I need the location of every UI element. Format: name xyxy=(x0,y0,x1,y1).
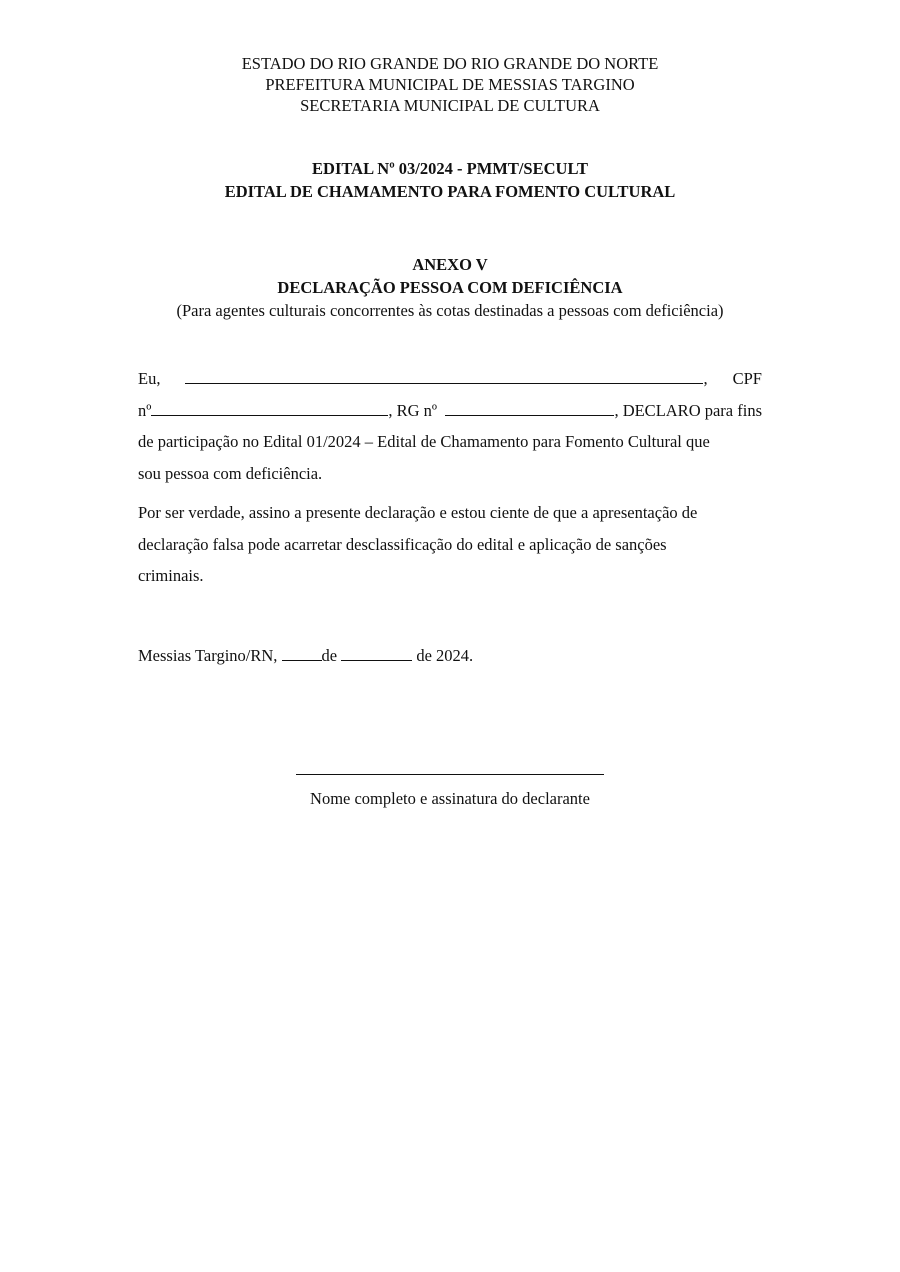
declaration-declaro: , DECLARO para fins xyxy=(614,400,762,420)
date-place: Messias Targino/RN, xyxy=(138,646,278,665)
edital-title: EDITAL DE CHAMAMENTO PARA FOMENTO CULTURAL xyxy=(224,182,676,201)
cpf-blank-group xyxy=(138,395,437,427)
declaration-line-3: de participação no Edital 01/2024 – Edital de Chamamento para Fomento Cultural que xyxy=(138,432,710,451)
annex-title: DECLARAÇÃO PESSOA COM DEFICIÊNCIA xyxy=(277,278,623,297)
signature-caption: Nome completo e assinatura do declarante xyxy=(310,789,590,808)
truth-line-1: Por ser verdade, assino a presente declaração e estou ciente de que a apresentação de xyxy=(138,503,698,522)
declaration-eu: Eu, xyxy=(138,369,161,388)
header-state: ESTADO DO RIO GRANDE DO RIO GRANDE DO NORTE xyxy=(241,54,659,73)
declaration-cpf: CPF xyxy=(732,369,762,388)
name-blank-group xyxy=(185,363,707,395)
cpf-blank-field[interactable] xyxy=(151,400,388,416)
document-header xyxy=(0,53,900,116)
declaration-paragraph xyxy=(138,363,762,489)
day-blank-field[interactable] xyxy=(282,645,322,661)
edital-heading xyxy=(0,157,900,203)
declaration-line-2 xyxy=(138,395,762,427)
annex-heading xyxy=(0,253,900,299)
truth-line-3: criminais. xyxy=(138,566,204,585)
declaration-line-4: sou pessoa com deficiência. xyxy=(138,463,323,483)
date-de-2: de 2024. xyxy=(416,646,474,665)
truth-paragraph xyxy=(138,497,762,592)
truth-line-2: declaração falsa pode acarretar desclassificação do edital e aplicação de sanções xyxy=(138,534,667,554)
declaration-line-1 xyxy=(138,363,762,395)
declaration-n: nº xyxy=(138,400,152,420)
rg-blank-group xyxy=(445,395,762,427)
month-blank-field[interactable] xyxy=(341,645,412,661)
annex-note: (Para agentes culturais concorrentes às cotas destinadas a pessoas com deficiência) xyxy=(176,301,724,320)
date-de-1: de xyxy=(321,646,338,665)
annex-label: ANEXO V xyxy=(412,255,488,274)
header-prefecture: PREFEITURA MUNICIPAL DE MESSIAS TARGINO xyxy=(265,75,635,94)
edital-number: EDITAL Nº 03/2024 - PMMT/SECULT xyxy=(312,159,588,178)
name-blank-field[interactable] xyxy=(185,368,703,384)
rg-blank-field[interactable] xyxy=(445,400,614,416)
header-secretariat: SECRETARIA MUNICIPAL DE CULTURA xyxy=(300,96,600,115)
declaration-comma: , xyxy=(703,369,708,388)
signature-line[interactable] xyxy=(296,774,604,775)
date-line xyxy=(138,644,473,668)
declaration-rg: , RG nº xyxy=(388,400,438,420)
